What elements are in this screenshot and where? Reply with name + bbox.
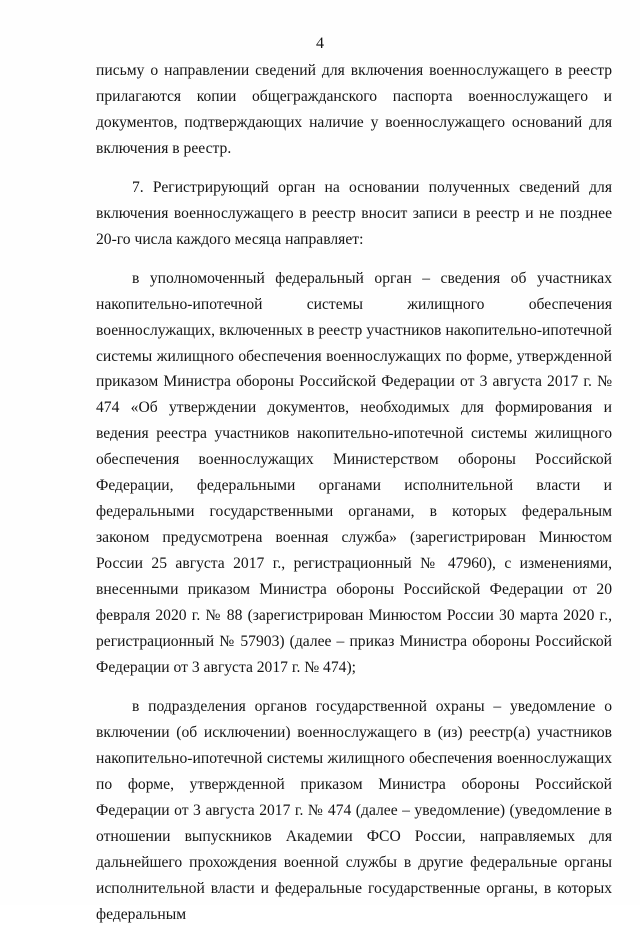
paragraph-continuation: письму о направлении сведений для включения военнослужащего в реестр прилагаются копии общегражданского паспорта военнослужащего и документов, подтверждающих наличие у военнослужащего оснований для включения в реестр. [96,62,612,157]
page-number: 4 [316,35,324,52]
paragraph-state-protection: в подразделения органов государственной охраны – уведомление о включении (об исключении) военнослужащего в (из) реестр(а) участников накопительно-ипотечной системы жилищного обеспечения военнослужащих по форме, утвержденной приказом Министра обороны Российской Федерации от 3 августа 2017 г. № 474 (далее – уведомление) (уведомление в отношении выпускников Академии ФСО России, направляемых для дальнейшего прохождения военной службы в другие федеральные органы исполнительной власти и федеральные государственные органы, в которых федеральным [96,697,612,923]
document-body [96,58,612,928]
paragraph-item-7: 7. Регистрирующий орган на основании полученных сведений для включения военнослужащего в реестр вносит записи в реестр и не позднее 20-го числа каждого месяца направляет: [96,178,612,248]
paragraph-federal-organ: в уполномоченный федеральный орган – сведения об участниках накопительно-ипотечной системы жилищного обеспечения военнослужащих, включенных в реестр участников накопительно-ипотечной системы жилищного обеспечения военнослужащих по форме, утвержденной приказом Министра обороны Российской Федерации от 3 августа 2017 г. № 474 «Об утверждении документов, необходимых для формирования и ведения реестра участников накопительно-ипотечной системы жилищного обеспечения военнослужащих Министерством обороны Российской Федерации, федеральными органами исполнительной власти и федеральными государственными органами, в которых федеральным законом предусмотрена военная служба» (зарегистрирован Минюстом России 25 августа 2017 г., регистрационный № 47960), с изменениями, внесенными приказом Министра обороны Российской Федерации от 20 февраля 2020 г. № 88 (зарегистрирован Минюстом России 30 марта 2020 г., регистрационный № 57903) (далее – приказ Министра обороны Российской Федерации от 3 августа 2017 г. № 474); [96,269,612,676]
